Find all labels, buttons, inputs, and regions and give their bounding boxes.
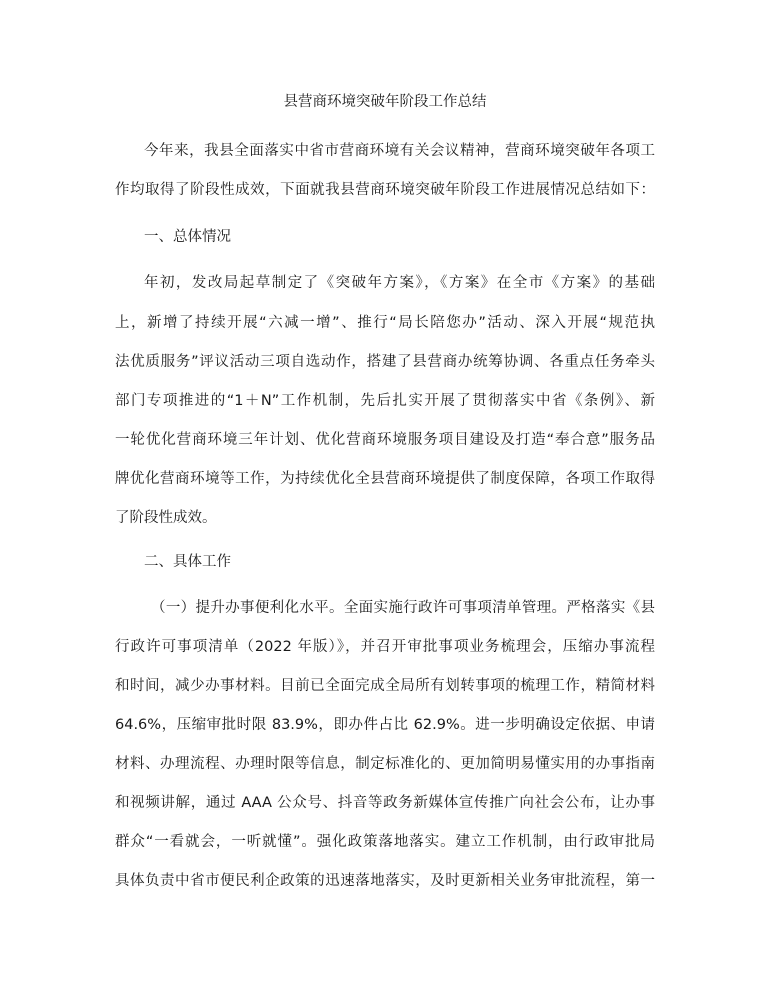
paragraph-line: 今年来，我县全面落实中省市营商环境有关会议精神，营商环境突破年各项工 xyxy=(144,143,655,159)
paragraph-line: 材料、办理流程、办理时限等信息，制定标准化的、更加简明易懂实用的办事指南 xyxy=(115,756,655,772)
paragraph-line: （一）提升办事便利化水平。全面实施行政许可事项清单管理。严格落实《县 xyxy=(151,600,655,616)
paragraph-line: 群众“一看就会，一听就懂”。强化政策落地落实。建立工作机制，由行政审批局 xyxy=(115,834,655,850)
paragraph-line: 行政许可事项清单（2022 年版）》，并召开审批事项业务梳理会，压缩办事流程 xyxy=(115,639,655,655)
paragraph-line: 和时间，减少办事材料。目前已全面完成全局所有划转事项的梳理工作，精简材料 xyxy=(115,678,655,694)
paragraph-line: 了阶段性成效。 xyxy=(115,510,217,526)
paragraph-line: 具体负责中省市便民利企政策的迅速落地落实，及时更新相关业务审批流程，第一 xyxy=(115,873,655,889)
paragraph-line: 作均取得了阶段性成效，下面就我县营商环境突破年阶段工作进展情况总结如下： xyxy=(115,182,655,198)
section-heading: 一、总体情况 xyxy=(144,229,231,245)
paragraph-line: 部门专项推进的“1＋N”工作机制，先后扎实开展了贯彻落实中省《条例》、新 xyxy=(115,393,655,409)
paragraph-line: 牌优化营商环境等工作，为持续优化全县营商环境提供了制度保障，各项工作取得 xyxy=(115,471,655,487)
section-heading: 二、具体工作 xyxy=(144,554,231,570)
paragraph-line: 年初，发改局起草制定了《突破年方案》，《方案》在全市《方案》的基础 xyxy=(144,275,655,291)
paragraph-line: 一轮优化营商环境三年计划、优化营商环境服务项目建设及打造“奉合意”服务品 xyxy=(115,432,655,448)
paragraph-line: 上，新增了持续开展“六减一增”、推行“局长陪您办”活动、深入开展“规范执 xyxy=(115,315,655,331)
paragraph-line: 法优质服务”评议活动三项自选动作，搭建了县营商办统筹协调、各重点任务牵头 xyxy=(115,354,655,370)
document-title: 县营商环境突破年阶段工作总结 xyxy=(283,94,487,110)
paragraph-line: 和视频讲解，通过 AAA 公众号、抖音等政务新媒体宣传推广向社会公布，让办事 xyxy=(115,795,655,811)
paragraph-line: 64.6%，压缩审批时限 83.9%，即办件占比 62.9%。进一步明确设定依据、申请 xyxy=(115,717,655,733)
